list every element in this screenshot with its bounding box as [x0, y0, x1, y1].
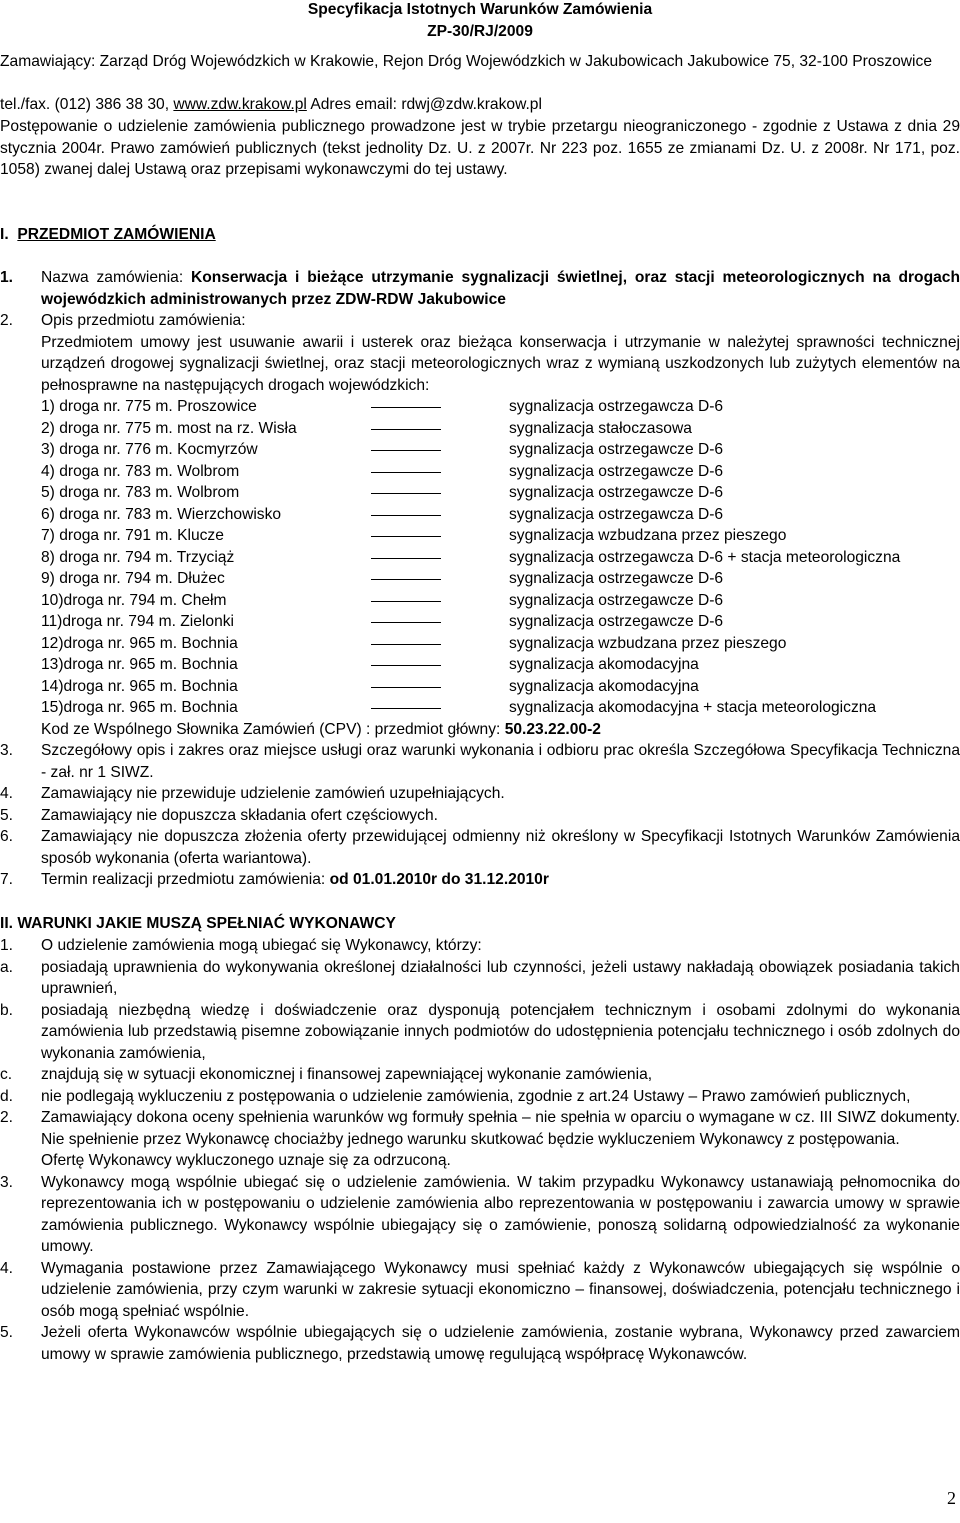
- dash-separator: [371, 396, 441, 418]
- condition-letter: c.: [0, 1066, 13, 1083]
- signal-type: sygnalizacja ostrzegawcza D-6 + stacja meteorologiczna: [509, 548, 901, 566]
- section2-item: [0, 1322, 960, 1365]
- item-body: [41, 1258, 960, 1323]
- road-name: 15)droga nr. 965 m. Bochnia: [41, 699, 238, 716]
- road-name: 14)droga nr. 965 m. Bochnia: [41, 677, 238, 695]
- item-text: Zamawiający nie dopuszcza złożenia oferty przewidującej odmienny niż określony w Specyfikacji Istotnych Warunków Zamówienia sposób wykonania (oferta wariantowa).: [41, 828, 960, 867]
- signal-type: sygnalizacja ostrzegawcze D-6: [509, 570, 724, 587]
- road-row: [41, 654, 960, 676]
- intro-contact: [0, 94, 960, 116]
- road-row: [41, 482, 960, 504]
- item-number: 5.: [0, 1324, 14, 1341]
- section2-heading: II. WARUNKI JAKIE MUSZĄ SPEŁNIAĆ WYKONAWCY: [0, 915, 396, 932]
- dash-separator: [371, 461, 441, 483]
- road-name: 5) droga nr. 783 m. Wolbrom: [41, 484, 240, 501]
- section1-item-7: 7. Termin realizacji przedmiotu zamówienia: od 01.01.2010r do 31.12.2010r: [0, 871, 549, 888]
- roads-list: [41, 396, 960, 719]
- dash-separator: [371, 676, 441, 698]
- section1-item: [0, 783, 960, 805]
- item-number: 4.: [0, 1259, 14, 1277]
- page-number: 2: [947, 1488, 956, 1508]
- section1-item-2: 2. Opis przedmiotu zamówienia: Przedmiotem umowy jest usuwanie awarii i usterek oraz bieżąca konserwacja i utrzymanie w należytej sprawności technicznej urządzeń drogowej sygnalizacji świetlnej, oraz stacji meteorologicznych wraz z wymianą uszkodzonych lub zużytych elementów na pełnosprawne na następujących drogach wojewódzkich: 1) droga nr. 775 m. Proszowice sygnalizacja ostrzegawcza D-6 2) droga nr. 775 m. most na rz. Wisła sygnalizacja stałoczasowa 3) droga nr. 776 m. Kocmyrzów sygnalizacja ostrzegawcze D-6 4) droga nr. 783 m. Wolbrom sygnalizacja ostrzegawcze D-6 5) droga nr. 783 m. Wolbrom sygnalizacja ostrzegawcze D-6 6) droga nr. 783 m. Wierzchowisko sygnalizacja ostrzegawcza D-6 7) droga nr. 791 m. Klucze sygnalizacja wzbudzana przez pieszego 8) droga nr. 794 m. Trzyciąż sygnalizacja ostrzegawcza D-6 + stacja meteorologiczna 9) droga nr. 794 m. Dłużec sygnalizacja ostrzegawcze D-6 10)droga nr. 794 m. Chełm sygnalizacja ostrzegawcze D-6 11)droga nr. 794 m. Zielonki sygnalizacja ostrzegawcze D-6 12)droga nr. 965 m. Bochnia sygnalizacja wzbudzana przez pieszego 13)droga nr. 965 m. Bochnia sygnalizacja akomodacyjna 14)droga nr. 965 m. Bochnia sygnalizacja akomodacyjna 15)droga nr. 965 m. Bochnia sygnalizacja akomodacyjna + stacja meteorologiczna Kod ze Wspólnego Słownika Zamówień (CPV) : przedmiot główny: 50.23.22.00-2: [0, 310, 960, 740]
- item-text: Wymagania postawione przez Zamawiającego Wykonawcy musi spełniać każdy z Wykonawców ubiegających się wspólnie o udzielenie zamówienia, przy czym warunki w zakresie sytuacji ekonomiczno – finansowej, doświadczenia, potencjału technicznego i osób mogą spełniać wspólnie.: [41, 1259, 960, 1320]
- dash-separator: [371, 590, 441, 612]
- item-number: 3.: [0, 742, 14, 759]
- dash-separator: [371, 439, 441, 461]
- road-row: [41, 633, 960, 655]
- road-row: [41, 439, 960, 461]
- condition-item: [0, 1086, 960, 1108]
- signal-type: sygnalizacja wzbudzana przez pieszego: [509, 527, 787, 544]
- signal-type: sygnalizacja wzbudzana przez pieszego: [509, 634, 787, 652]
- dash-separator: [371, 547, 441, 569]
- road-row: [41, 461, 960, 483]
- road-row: [41, 676, 960, 698]
- road-row: [41, 396, 960, 418]
- section1-item: [0, 805, 960, 827]
- item-extra-text: Ofertę Wykonawcy wykluczonego uznaje się za odrzuconą.: [41, 1152, 451, 1169]
- road-name: 13)droga nr. 965 m. Bochnia: [41, 656, 238, 673]
- signal-type: sygnalizacja ostrzegawcze D-6: [509, 462, 724, 480]
- section2-body: [0, 935, 960, 1365]
- condition-item: [0, 1064, 960, 1086]
- road-name: 11)droga nr. 794 m. Zielonki: [41, 613, 235, 630]
- road-row: [41, 504, 960, 526]
- section1-item: [0, 740, 960, 783]
- road-name: 2) droga nr. 775 m. most na rz. Wisła: [41, 419, 297, 437]
- road-row: [41, 547, 960, 569]
- signal-type: sygnalizacja akomodacyjna: [509, 656, 699, 673]
- road-name: 9) droga nr. 794 m. Dłużec: [41, 570, 225, 587]
- email-label: Adres email:: [306, 96, 402, 113]
- cpv-line: Kod ze Wspólnego Słownika Zamówień (CPV) : przedmiot główny: 50.23.22.00-2: [41, 720, 601, 738]
- item-text: Wykonawcy mogą wspólnie ubiegać się o udzielenie zamówienia. W takim przypadku Wykonawcy ustanawiają pełnomocnika do reprezentowania ich w postępowaniu o udzielenie zamówienia albo reprezentowania w postępowaniu i zawarcia umowy w sprawie zamówienia publicznego. Wykonawcy wspólnie ubiegający się o zamówienie, ponoszą solidarną odpowiedzialność za wykonanie umowy.: [41, 1173, 960, 1255]
- road-row: [41, 418, 960, 440]
- item-text: Zamawiający dokona oceny spełnienia warunków wg formuły spełnia – nie spełnia w oparciu o wymagane w cz. III SIWZ dokumenty. Nie spełnienie przez Wykonawcę chociażby jednego warunku skutkować będzie wykluczeniem Wykonawcy z postępowania.: [41, 1109, 960, 1148]
- road-name: 3) droga nr. 776 m. Kocmyrzów: [41, 441, 258, 458]
- road-row: [41, 568, 960, 590]
- signal-type: sygnalizacja ostrzegawcze D-6: [509, 484, 724, 501]
- section2-item: [0, 1172, 960, 1258]
- road-name: 8) droga nr. 794 m. Trzyciąż: [41, 548, 235, 566]
- condition-letter: d.: [0, 1087, 14, 1105]
- item-text: Zamawiający nie dopuszcza składania ofert częściowych.: [41, 806, 438, 824]
- order-name: Konserwacja i bieżące utrzymanie sygnalizacji świetlnej, oraz stacji meteorologicznych na drogach wojewódzkich administrowanych przez ZDW-RDW Jakubowice: [41, 269, 960, 308]
- condition-text: nie podlegają wykluczeniu z postępowania o udzielenie zamówienia, zgodnie z art.24 Ustawy – Prawo zamówień publicznych,: [41, 1087, 911, 1105]
- tel-text: tel./fax. (012) 386 38 30,: [0, 96, 174, 113]
- section1-items-3-7: [0, 740, 960, 891]
- section1-heading: I. PRZEDMIOT ZAMÓWIENIA: [0, 226, 216, 243]
- condition-letter: a.: [0, 958, 14, 976]
- condition-text: posiadają niezbędną wiedzę i doświadczenie oraz dysponują potencjałem technicznym i osobami zdolnymi do wykonania zamówienia lub przedstawią pisemne zobowiązanie innych podmiotów do udostępnienia potencjału technicznego i osób zdolnych do wykonania zamówienia,: [41, 1001, 960, 1062]
- condition-item: [0, 957, 960, 1000]
- condition-text: znajdują się w sytuacji ekonomicznej i finansowej zapewniającej wykonanie zamówienia,: [41, 1066, 653, 1083]
- dash-separator: [371, 633, 441, 655]
- item-text: Szczegółowy opis i zakres oraz miejsce usługi oraz warunki wykonania i odbioru prac określa Szczegółowa Specyfikacja Techniczna - zał. nr 1 SIWZ.: [41, 742, 960, 781]
- email-link[interactable]: rdwj@zdw.krakow.pl: [401, 96, 542, 113]
- signal-type: sygnalizacja ostrzegawcza D-6: [509, 505, 724, 523]
- item-text: Zamawiający nie przewiduje udzielenie zamówień uzupełniających.: [41, 785, 505, 802]
- item-number: 2.: [0, 1109, 14, 1126]
- signal-type: sygnalizacja ostrzegawcze D-6: [509, 441, 724, 458]
- road-row: [41, 611, 960, 633]
- dash-separator: [371, 568, 441, 590]
- document-header: [0, 0, 960, 42]
- dash-separator: [371, 525, 441, 547]
- signal-type: sygnalizacja ostrzegawcze D-6: [509, 591, 724, 609]
- item-text: Jeżeli oferta Wykonawców wspólnie ubiegających się o udzielenie zamówienia, zostanie wybrana, Wykonawcy przed zawarciem umowy w sprawie zamówienia publicznego, przedstawią umowę regulującą współpracę Wykonawców.: [41, 1324, 960, 1363]
- dash-separator: [371, 418, 441, 440]
- intro-zamawiajacy: Zamawiający: Zarząd Dróg Wojewódzkich w Krakowie, Rejon Dróg Wojewódzkich w Jakubowicach Jakubowice 75, 32-100 Proszowice: [0, 53, 932, 70]
- item-number: 5.: [0, 806, 14, 824]
- dash-separator: [371, 697, 441, 719]
- road-row: [41, 590, 960, 612]
- document-ref: ZP-30/RJ/2009: [427, 22, 533, 40]
- dash-separator: [371, 611, 441, 633]
- intro-procedure: Postępowanie o udzielenie zamówienia publicznego prowadzone jest w trybie przetargu nieograniczonego - zgodnie z Ustawa z dnia 29 stycznia 2004r. Prawo zamówień publicznych (tekst jednolity Dz. U. z 2007r. Nr 223 poz. 1655 ze zmianami Dz. U. z 2008r. Nr 171, poz. 1058) zwanej dalej Ustawą oraz przepisami wykonawczymi do tej ustawy.: [0, 118, 960, 178]
- condition-item: [0, 1000, 960, 1065]
- signal-type: sygnalizacja akomodacyjna: [509, 677, 699, 695]
- signal-type: sygnalizacja akomodacyjna + stacja meteorologiczna: [509, 699, 877, 716]
- item-body: [41, 1322, 960, 1365]
- term-dates: od 01.01.2010r do 31.12.2010r: [329, 871, 549, 888]
- section1-item: [0, 826, 960, 869]
- section2-item-1: 1. O udzielenie zamówienia mogą ubiegać się Wykonawcy, którzy:: [0, 937, 482, 954]
- item-number: 4.: [0, 785, 14, 802]
- section2-item: [0, 1258, 960, 1323]
- condition-text: posiadają uprawnienia do wykonywania określonej działalności lub czynności, jeżeli ustawy nakładają obowiązek posiadania takich uprawnień,: [41, 958, 960, 997]
- item-number: 3.: [0, 1173, 14, 1191]
- section1-heading-text: PRZEDMIOT ZAMÓWIENIA: [17, 226, 216, 243]
- dash-separator: [371, 654, 441, 676]
- road-name: 12)droga nr. 965 m. Bochnia: [41, 634, 238, 652]
- item-number: 6.: [0, 828, 14, 845]
- road-name: 7) droga nr. 791 m. Klucze: [41, 527, 224, 544]
- condition-letter: b.: [0, 1001, 14, 1019]
- dash-separator: [371, 504, 441, 526]
- cpv-code: 50.23.22.00-2: [504, 720, 601, 738]
- signal-type: sygnalizacja ostrzegawcza D-6: [509, 398, 724, 415]
- item-body: [41, 1107, 960, 1172]
- road-row: [41, 697, 960, 719]
- road-name: 4) droga nr. 783 m. Wolbrom: [41, 462, 240, 480]
- road-name: 10)droga nr. 794 m. Chełm: [41, 591, 227, 609]
- road-name: 1) droga nr. 775 m. Proszowice: [41, 398, 257, 415]
- section2-item: [0, 1107, 960, 1172]
- road-name: 6) droga nr. 783 m. Wierzchowisko: [41, 505, 282, 523]
- dash-separator: [371, 482, 441, 504]
- signal-type: sygnalizacja stałoczasowa: [509, 419, 692, 437]
- section1-item-1: 1. Nazwa zamówienia: Konserwacja i bieżące utrzymanie sygnalizacji świetlnej, oraz stacji meteorologicznych na drogach wojewódzkich administrowanych przez ZDW-RDW Jakubowice: [0, 269, 960, 308]
- signal-type: sygnalizacja ostrzegawcze D-6: [509, 613, 724, 630]
- document-title: Specyfikacja Istotnych Warunków Zamówienia: [307, 1, 653, 18]
- item-body: [41, 1172, 960, 1258]
- road-row: [41, 525, 960, 547]
- order-description: Przedmiotem umowy jest usuwanie awarii i usterek oraz bieżąca konserwacja i utrzymanie w należytej sprawności technicznej urządzeń drogowej sygnalizacji świetlnej, oraz stacji meteorologicznych wraz z wymianą uszkodzonych lub zużytych elementów na pełnosprawne na następujących drogach wojewódzkich:: [41, 333, 960, 394]
- website-link[interactable]: www.zdw.krakow.pl: [173, 96, 307, 113]
